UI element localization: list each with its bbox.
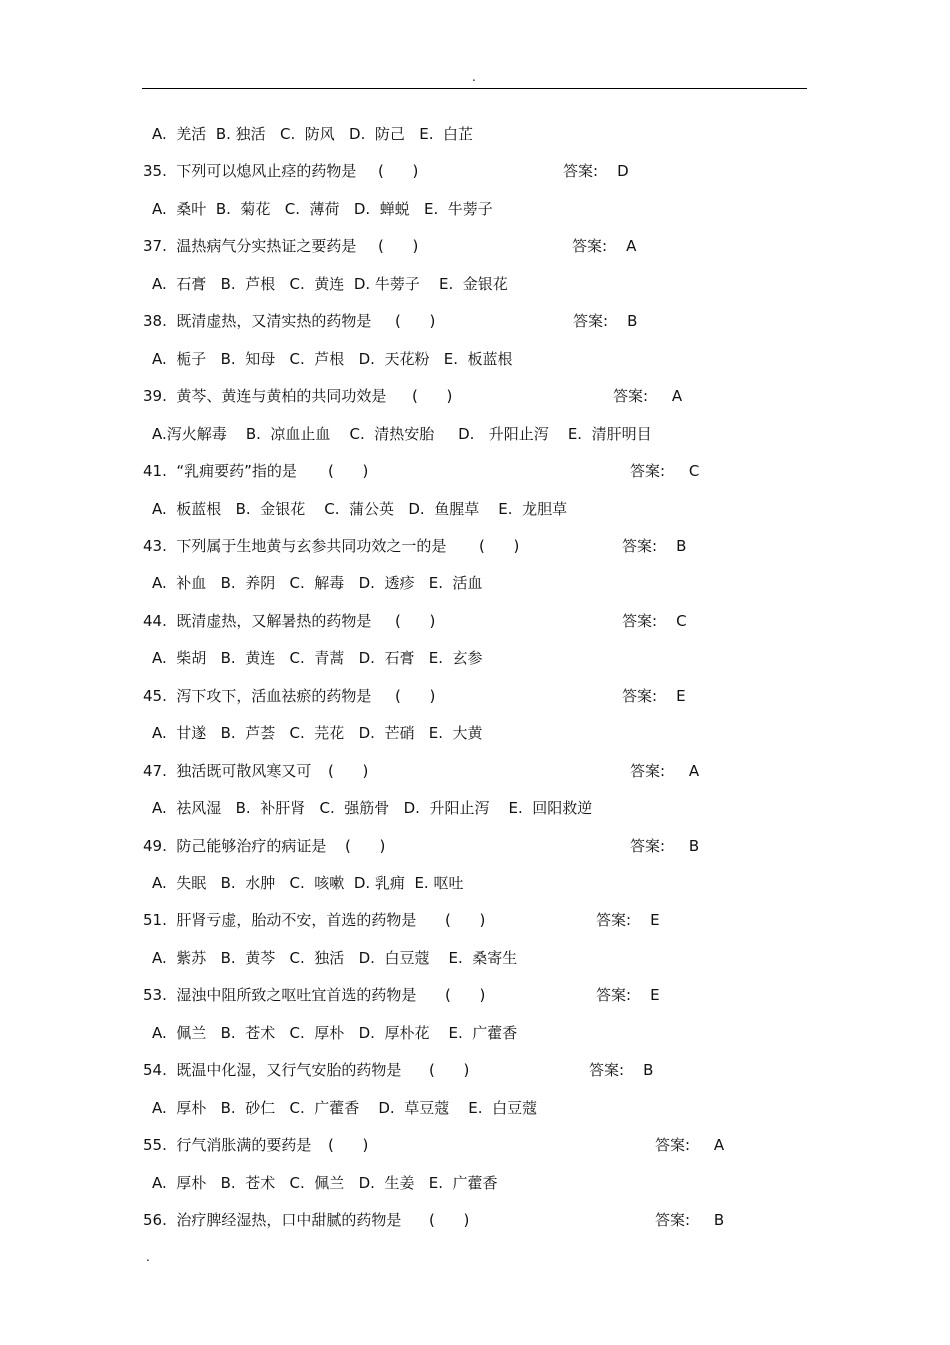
question-row: [0, 684, 950, 708]
answer-key: 答案: A: [630, 762, 700, 780]
answer-blank: ( ): [445, 911, 486, 929]
answer-options: A.泻火解毒 B. 凉血止血 C. 清热安胎 D. 升阳止泻 E. 清肝明目: [152, 425, 652, 443]
answer-blank: ( ): [378, 237, 419, 255]
question-row: [0, 1133, 950, 1157]
question-text: 35. 下列可以熄风止痉的药物是: [143, 162, 357, 180]
question-row: [0, 1208, 950, 1232]
question-text: 38. 既清虚热，又清实热的药物是: [143, 312, 372, 330]
answer-options: A. 甘遂 B. 芦荟 C. 芫花 D. 芒硝 E. 大黄: [152, 724, 483, 742]
answer-blank: ( ): [328, 462, 369, 480]
question-row: [0, 159, 950, 183]
answer-key: 答案: A: [572, 237, 637, 255]
answer-key: 答案: A: [655, 1136, 725, 1154]
answer-blank: ( ): [395, 687, 436, 705]
answer-key: 答案: E: [622, 687, 686, 705]
answer-options: A. 失眠 B. 水肿 C. 咳嗽 D. 乳痈 E. 呕吐: [152, 874, 464, 892]
answer-options: A. 栀子 B. 知母 C. 芦根 D. 天花粉 E. 板蓝根: [152, 350, 513, 368]
answer-options: A. 补血 B. 养阴 C. 解毒 D. 透疹 E. 活血: [152, 574, 483, 592]
answer-key: 答案: B: [630, 837, 700, 855]
answer-key: 答案: A: [613, 387, 683, 405]
answer-key: 答案: B: [622, 537, 687, 555]
question-text: 51. 肝肾亏虚，胎动不安，首选的药物是: [143, 911, 417, 929]
question-row: [0, 534, 950, 558]
answer-blank: ( ): [412, 387, 453, 405]
answer-key: 答案: B: [573, 312, 638, 330]
answer-blank: ( ): [378, 162, 419, 180]
answer-blank: ( ): [445, 986, 486, 1004]
answer-key: 答案: D: [563, 162, 629, 180]
answer-key: 答案: E: [596, 986, 660, 1004]
question-row: [0, 1058, 950, 1082]
header-mark: .: [472, 70, 476, 84]
answer-options: A. 佩兰 B. 苍术 C. 厚朴 D. 厚朴花 E. 广藿香: [152, 1024, 518, 1042]
answer-options: A. 柴胡 B. 黄连 C. 青蒿 D. 石膏 E. 玄参: [152, 649, 483, 667]
header-rule: [142, 88, 807, 89]
answer-key: 答案: E: [596, 911, 660, 929]
answer-options: A. 石膏 B. 芦根 C. 黄连 D. 牛蒡子 E. 金银花: [152, 275, 508, 293]
answer-blank: ( ): [479, 537, 520, 555]
answer-blank: ( ): [328, 762, 369, 780]
question-row: [0, 759, 950, 783]
answer-blank: ( ): [429, 1061, 470, 1079]
question-row: [0, 983, 950, 1007]
question-row: [0, 309, 950, 333]
question-row: [0, 459, 950, 483]
answer-options: A. 厚朴 B. 砂仁 C. 广藿香 D. 草豆蔻 E. 白豆蔻: [152, 1099, 538, 1117]
answer-options: A. 桑叶 B. 菊花 C. 薄荷 D. 蝉蜕 E. 牛蒡子: [152, 200, 493, 218]
question-text: 55. 行气消胀满的要药是: [143, 1136, 312, 1154]
question-text: 44. 既清虚热，又解暑热的药物是: [143, 612, 372, 630]
answer-key: 答案: C: [622, 612, 687, 630]
answer-blank: ( ): [328, 1136, 369, 1154]
answer-options: A. 羌活 B. 独活 C. 防风 D. 防己 E. 白芷: [152, 125, 473, 143]
footer-mark: .: [146, 1250, 150, 1264]
question-text: 56. 治疗脾经湿热，口中甜腻的药物是: [143, 1211, 402, 1229]
question-text: 39. 黄芩、黄连与黄柏的共同功效是: [143, 387, 387, 405]
answer-options: A. 祛风湿 B. 补肝肾 C. 强筋骨 D. 升阳止泻 E. 回阳救逆: [152, 799, 593, 817]
question-text: 43. 下列属于生地黄与玄参共同功效之一的是: [143, 537, 447, 555]
question-row: [0, 908, 950, 932]
question-text: 37. 温热病气分实热证之要药是: [143, 237, 357, 255]
question-text: 45. 泻下攻下，活血祛瘀的药物是: [143, 687, 372, 705]
answer-key: 答案: B: [589, 1061, 654, 1079]
answer-options: A. 厚朴 B. 苍术 C. 佩兰 D. 生姜 E. 广藿香: [152, 1174, 498, 1192]
answer-key: 答案: C: [630, 462, 700, 480]
question-row: [0, 609, 950, 633]
answer-options: A. 板蓝根 B. 金银花 C. 蒲公英 D. 鱼腥草 E. 龙胆草: [152, 500, 568, 518]
question-row: [0, 834, 950, 858]
question-text: 53. 湿浊中阻所致之呕吐宜首选的药物是: [143, 986, 417, 1004]
question-text: 49. 防己能够治疗的病证是: [143, 837, 327, 855]
question-row: [0, 234, 950, 258]
answer-blank: ( ): [395, 612, 436, 630]
answer-blank: ( ): [429, 1211, 470, 1229]
answer-blank: ( ): [395, 312, 436, 330]
question-text: 54. 既温中化湿，又行气安胎的药物是: [143, 1061, 402, 1079]
question-text: 41. “乳痈要药”指的是: [143, 462, 297, 480]
question-text: 47. 独活既可散风寒又可: [143, 762, 312, 780]
answer-options: A. 紫苏 B. 黄芩 C. 独活 D. 白豆蔻 E. 桑寄生: [152, 949, 518, 967]
answer-key: 答案: B: [655, 1211, 725, 1229]
question-row: [0, 384, 950, 408]
answer-blank: ( ): [345, 837, 386, 855]
